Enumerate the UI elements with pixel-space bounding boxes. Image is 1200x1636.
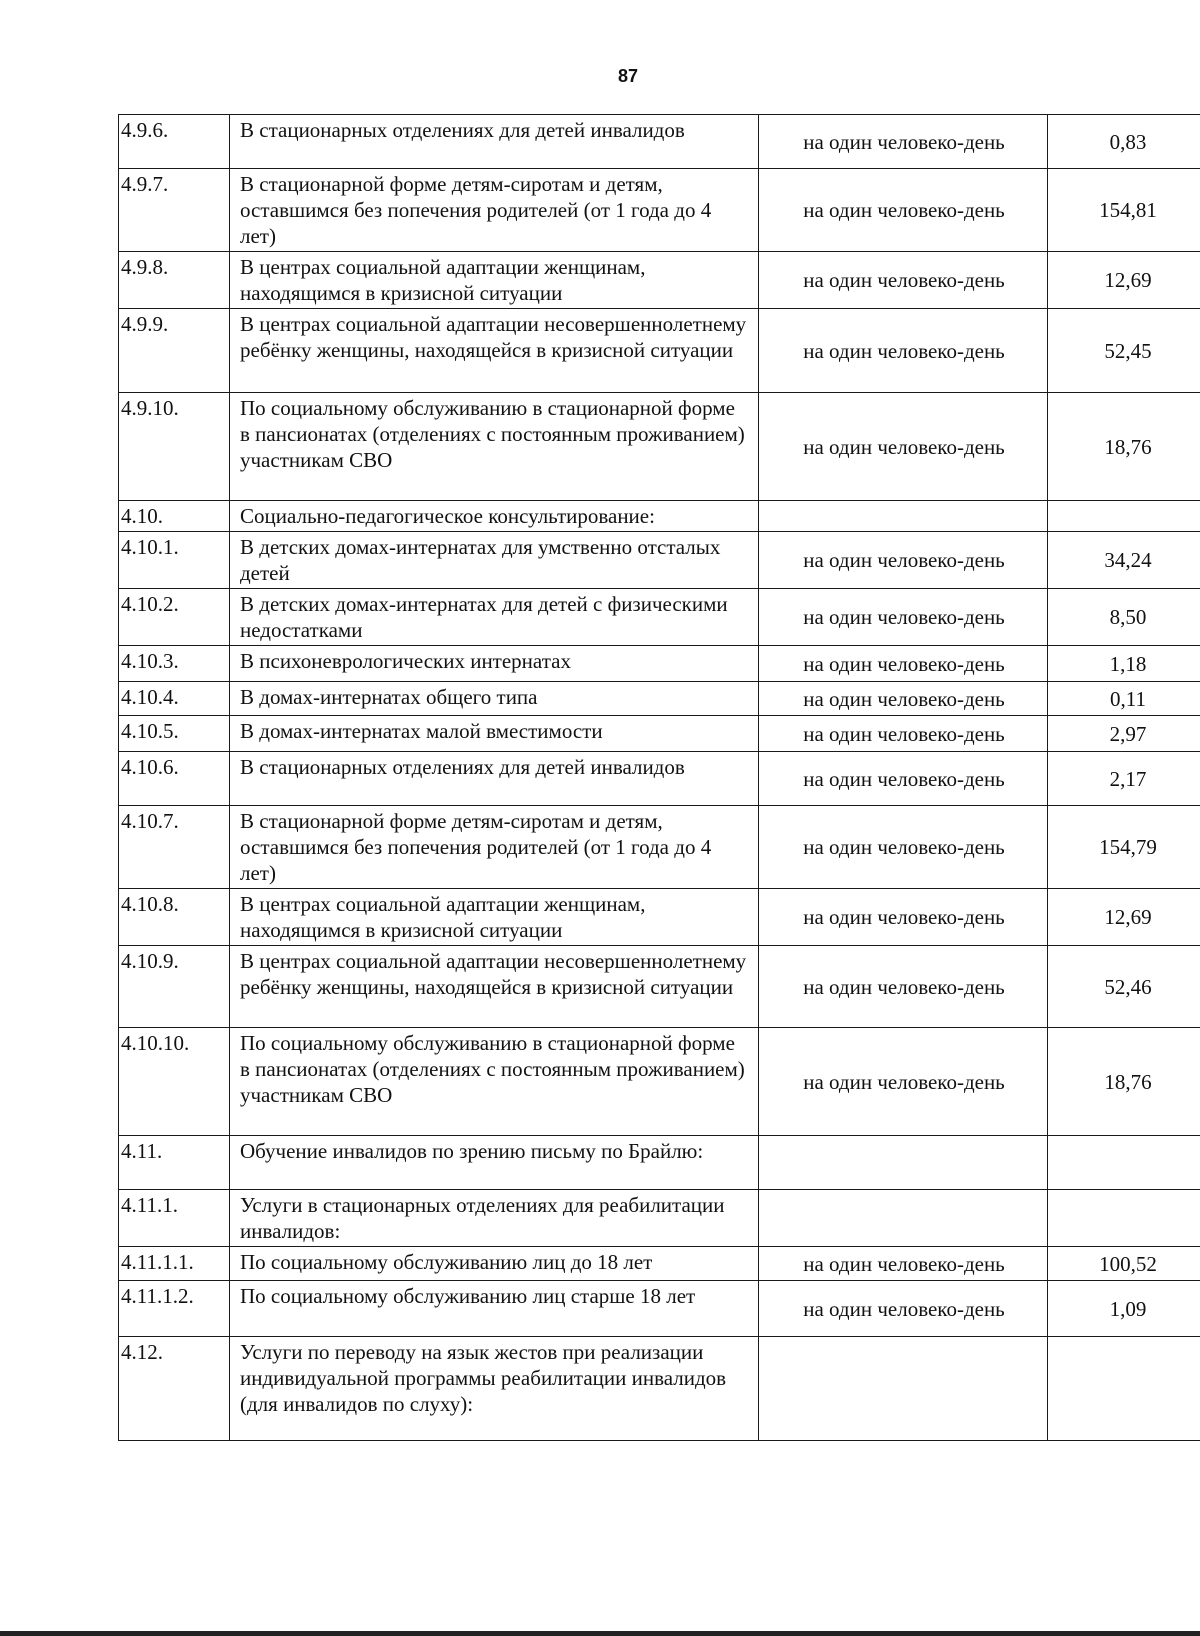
row-unit: на один человеко-день	[759, 393, 1048, 501]
row-service-name: В центрах социальной адаптации женщинам, находящимся в кризисной ситуации	[230, 889, 759, 946]
row-value: 1,09	[1048, 1281, 1200, 1337]
table-row	[119, 589, 1200, 646]
row-service-name: По социальному обслуживанию лиц старше 18 лет	[230, 1281, 759, 1337]
row-number: 4.9.10.	[119, 393, 230, 501]
row-value: 18,76	[1048, 393, 1200, 501]
table-row	[119, 646, 1200, 682]
row-number: 4.9.8.	[119, 252, 230, 309]
row-unit: на один человеко-день	[759, 532, 1048, 589]
row-number: 4.11.	[119, 1136, 230, 1190]
row-unit: на один человеко-день	[759, 589, 1048, 646]
table-row	[119, 115, 1200, 169]
row-unit: на один человеко-день	[759, 889, 1048, 946]
table-row	[119, 752, 1200, 806]
row-unit: на один человеко-день	[759, 115, 1048, 169]
row-service-name: В центрах социальной адаптации несовершеннолетнему ребёнку женщины, находящейся в кризисной ситуации	[230, 309, 759, 393]
row-value: 8,50	[1048, 589, 1200, 646]
row-number: 4.10.9.	[119, 946, 230, 1028]
row-unit: на один человеко-день	[759, 1281, 1048, 1337]
row-value: 0,83	[1048, 115, 1200, 169]
row-service-name: В стационарных отделениях для детей инвалидов	[230, 752, 759, 806]
row-number: 4.11.1.	[119, 1190, 230, 1247]
page-number: 87	[617, 66, 639, 86]
table-row	[119, 1028, 1200, 1136]
row-number: 4.11.1.2.	[119, 1281, 230, 1337]
row-value	[1048, 1136, 1200, 1190]
table-body	[119, 115, 1200, 1441]
row-number: 4.10.10.	[119, 1028, 230, 1136]
row-number: 4.10.	[119, 501, 230, 532]
row-service-name: В центрах социальной адаптации женщинам, находящимся в кризисной ситуации	[230, 252, 759, 309]
table-row	[119, 1136, 1200, 1190]
row-service-name: По социальному обслуживанию в стационарной форме в пансионатах (отделениях с постоянным проживанием) участникам СВО	[230, 393, 759, 501]
table-row	[119, 806, 1200, 889]
row-value: 12,69	[1048, 252, 1200, 309]
row-value: 154,81	[1048, 169, 1200, 252]
table-row	[119, 252, 1200, 309]
row-value: 52,46	[1048, 946, 1200, 1028]
page-bottom-border	[0, 1631, 1200, 1636]
row-number: 4.10.7.	[119, 806, 230, 889]
row-unit: на один человеко-день	[759, 1028, 1048, 1136]
tariff-table	[118, 114, 1200, 1441]
row-unit: на один человеко-день	[759, 309, 1048, 393]
row-value: 1,18	[1048, 646, 1200, 682]
row-unit: на один человеко-день	[759, 682, 1048, 716]
row-value: 100,52	[1048, 1247, 1200, 1281]
row-service-name: В стационарной форме детям-сиротам и детям, оставшимся без попечения родителей (от 1 года до 4 лет)	[230, 806, 759, 889]
row-unit: на один человеко-день	[759, 646, 1048, 682]
table-row	[119, 169, 1200, 252]
row-service-name: В стационарных отделениях для детей инвалидов	[230, 115, 759, 169]
row-number: 4.11.1.1.	[119, 1247, 230, 1281]
row-service-name: В детских домах-интернатах для умственно отсталых детей	[230, 532, 759, 589]
row-service-name: Социально-педагогическое консультирование:	[230, 501, 759, 532]
row-unit	[759, 1190, 1048, 1247]
row-number: 4.10.8.	[119, 889, 230, 946]
row-value: 154,79	[1048, 806, 1200, 889]
table-row	[119, 501, 1200, 532]
table-row	[119, 1337, 1200, 1441]
row-number: 4.9.9.	[119, 309, 230, 393]
table-row	[119, 532, 1200, 589]
row-number: 4.10.5.	[119, 716, 230, 752]
row-unit: на один человеко-день	[759, 752, 1048, 806]
row-unit: на один человеко-день	[759, 806, 1048, 889]
row-unit: на один человеко-день	[759, 716, 1048, 752]
row-value	[1048, 501, 1200, 532]
row-service-name: В стационарной форме детям-сиротам и детям, оставшимся без попечения родителей (от 1 года до 4 лет)	[230, 169, 759, 252]
row-number: 4.10.6.	[119, 752, 230, 806]
row-service-name: Услуги по переводу на язык жестов при реализации индивидуальной программы реабилитации инвалидов (для инвалидов по слуху):	[230, 1337, 759, 1441]
row-unit: на один человеко-день	[759, 1247, 1048, 1281]
row-value: 18,76	[1048, 1028, 1200, 1136]
table-row	[119, 1247, 1200, 1281]
row-value	[1048, 1337, 1200, 1441]
row-value: 2,17	[1048, 752, 1200, 806]
row-service-name: В домах-интернатах малой вместимости	[230, 716, 759, 752]
row-unit	[759, 501, 1048, 532]
row-unit: на один человеко-день	[759, 252, 1048, 309]
row-service-name: По социальному обслуживанию лиц до 18 лет	[230, 1247, 759, 1281]
table-row	[119, 393, 1200, 501]
row-value	[1048, 1190, 1200, 1247]
row-service-name: В домах-интернатах общего типа	[230, 682, 759, 716]
row-number: 4.10.4.	[119, 682, 230, 716]
table-row	[119, 946, 1200, 1028]
row-number: 4.9.6.	[119, 115, 230, 169]
row-service-name: По социальному обслуживанию в стационарной форме в пансионатах (отделениях с постоянным проживанием) участникам СВО	[230, 1028, 759, 1136]
row-value: 34,24	[1048, 532, 1200, 589]
row-number: 4.10.2.	[119, 589, 230, 646]
row-value: 0,11	[1048, 682, 1200, 716]
row-unit	[759, 1136, 1048, 1190]
table-row	[119, 1281, 1200, 1337]
row-number: 4.9.7.	[119, 169, 230, 252]
row-service-name: В психоневрологических интернатах	[230, 646, 759, 682]
row-unit: на один человеко-день	[759, 169, 1048, 252]
row-service-name: Обучение инвалидов по зрению письму по Брайлю:	[230, 1136, 759, 1190]
row-service-name: В центрах социальной адаптации несовершеннолетнему ребёнку женщины, находящейся в кризисной ситуации	[230, 946, 759, 1028]
table-row	[119, 309, 1200, 393]
row-value: 12,69	[1048, 889, 1200, 946]
row-number: 4.12.	[119, 1337, 230, 1441]
row-value: 52,45	[1048, 309, 1200, 393]
table-row	[119, 889, 1200, 946]
table-row	[119, 716, 1200, 752]
row-unit	[759, 1337, 1048, 1441]
table-row	[119, 682, 1200, 716]
row-service-name: В детских домах-интернатах для детей с физическими недостатками	[230, 589, 759, 646]
row-service-name: Услуги в стационарных отделениях для реабилитации инвалидов:	[230, 1190, 759, 1247]
row-number: 4.10.1.	[119, 532, 230, 589]
row-value: 2,97	[1048, 716, 1200, 752]
table-row	[119, 1190, 1200, 1247]
row-number: 4.10.3.	[119, 646, 230, 682]
row-unit: на один человеко-день	[759, 946, 1048, 1028]
